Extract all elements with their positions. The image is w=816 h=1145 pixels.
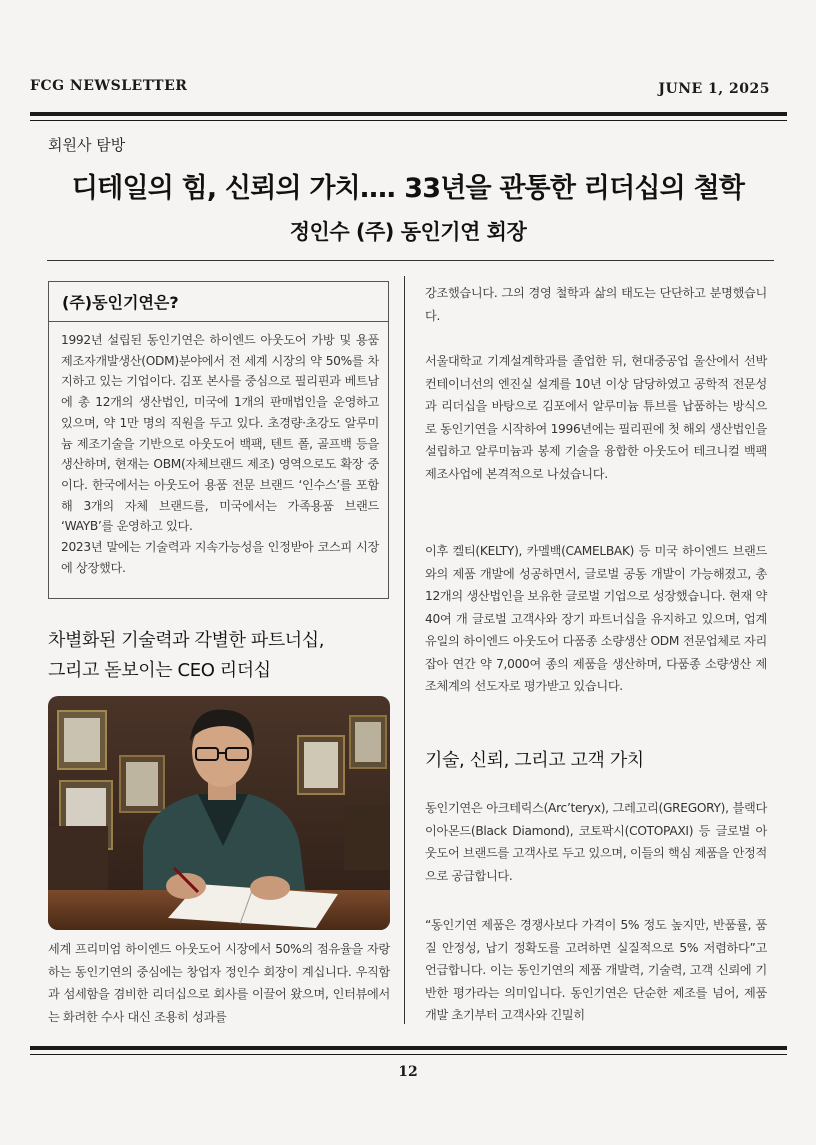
paragraph-text: 동인기연은 아크테릭스(Arc’teryx), 그레고리(GREGORY), 블랙다이아몬드(Black Diamond), 코토팍시(COTOPAXI) 등 글로벌 아웃도어 브랜드를 고객사로 두고 있으며, 이들의 핵심 제품을 안정적으로 공급합니다. bbox=[425, 801, 767, 883]
company-info-paragraph: 2023년 말에는 기술력과 지속가능성을 인정받아 코스피 시장에 상장했다. bbox=[61, 540, 379, 575]
left-section-heading bbox=[48, 626, 388, 686]
left-heading-line-2: 그리고 돋보이는 CEO 리더십 bbox=[48, 660, 271, 681]
ceo-portrait-photo bbox=[48, 696, 390, 930]
footer-rule-thin bbox=[30, 1054, 787, 1055]
header-rule-thick bbox=[30, 112, 787, 116]
left-heading-line-1: 차별화된 기술력과 각별한 파트너십, bbox=[48, 630, 325, 651]
paragraph-text: 서울대학교 기계설계학과를 졸업한 뒤, 현대중공업 울산에서 선박 컨테이너선의 엔진실 설계를 10년 이상 담당하였고 공학적 전문성과 리더십을 바탕으로 김포에서 알루미늄 튜브를 납품하는 방식으로 동인기연을 시작하여 1996년에는 필리핀에 첫 해외 생산법인을 설립하고 알루미늄과 봉제 기술을 융합한 아웃도어 테크니컬 백팩 제조사업에 본격적으로 나섰습니다. bbox=[425, 354, 767, 481]
issue-date: JUNE 1, 2025 bbox=[658, 81, 770, 97]
right-paragraph-2 bbox=[425, 350, 767, 485]
column-divider bbox=[404, 276, 405, 1024]
footer-rule-thick bbox=[30, 1046, 787, 1050]
company-info-paragraph: 1992년 설립된 동인기연은 하이엔드 아웃도어 가방 및 용품 제조자개발생산(ODM)분야에서 전 세계 시장의 약 50%를 차지하고 있는 기업이다. 김포 본사를 중심으로 필리핀과 베트남에 총 12개의 생산법인, 미국에 1개의 판매법인을 운영하고 있으며, 약 1만 명의 직원을 두고 있다. 초경량·초강도 알루미늄 제조기술을 기반으로 아웃도어 백팩, 텐트 폴, 골프백 등을 생산하며, 현재는 OBM(자체브랜드 제조) 영역으로도 확장 중이다. 한국에서는 아웃도어 용품 전문 브랜드 ‘인수스’를 포함해 3개의 자체 브랜드를, 미국에서는 가족용품 브랜드 ‘WAYB’를 운영하고 있다. bbox=[61, 333, 379, 534]
paragraph-text: “동인기연 제품은 경쟁사보다 가격이 5% 정도 높지만, 반품률, 품질 안정성, 납기 정확도를 고려하면 실질적으로 5% 저렴하다”고 언급합니다. 이는 동인기연의 제품 개발력, 기술력, 고객 신뢰에 기반한 평가라는 의미입니다. 동인기연은 단순한 제조를 넘어, 제품 개발 초기부터 고객사와 긴밀히 bbox=[425, 918, 767, 1022]
title-divider bbox=[47, 260, 774, 261]
right-section-heading: 기술, 신뢰, 그리고 고객 가치 bbox=[425, 750, 644, 771]
section-label: 회원사 탐방 bbox=[48, 136, 126, 154]
article-subtitle: 정인수 (주) 동인기연 회장 bbox=[289, 220, 527, 244]
left-column-body: 세계 프리미엄 하이엔드 아웃도어 시장에서 50%의 점유율을 자랑하는 동인기연의 중심에는 창업자 정인수 회장이 계십니다. 우직함과 섬세함을 겸비한 리더십으로 회사를 이끌어 왔으며, 인터뷰에서는 화려한 수사 대신 조용히 성과를 bbox=[48, 942, 390, 1024]
page-number: 12 bbox=[398, 1064, 418, 1080]
header-rule-thin bbox=[30, 120, 787, 121]
right-paragraph-3 bbox=[425, 540, 767, 698]
paragraph-text: 강조했습니다. 그의 경영 철학과 삶의 태도는 단단하고 분명했습니다. bbox=[425, 286, 767, 323]
right-paragraph-1 bbox=[425, 282, 767, 327]
company-info-text bbox=[61, 330, 379, 578]
newsletter-masthead: FCG NEWSLETTER bbox=[30, 78, 188, 94]
right-paragraph-4 bbox=[425, 797, 767, 887]
right-paragraph-5 bbox=[425, 914, 767, 1027]
article-title: 디테일의 힘, 신뢰의 가치…. 33년을 관통한 리더십의 철학 bbox=[71, 173, 745, 204]
paragraph-text: 이후 켈티(KELTY), 카멜백(CAMELBAK) 등 미국 하이엔드 브랜드와의 제품 개발에 성공하면서, 글로벌 공동 개발이 가능해졌고, 총 12개의 생산법인을 보유한 글로벌 기업으로 성장했습니다. 현재 약 40여 개 글로벌 고객사와 장기 파트너십을 유지하고 있으며, 업계 유일의 하이엔드 아웃도어 다품종 소량생산 ODM 전문업체로 자리 잡아 연간 약 7,000여 종의 제품을 생산하며, 다품종 소량생산 제조체계의 선도자로 평가받고 있습니다. bbox=[425, 544, 767, 693]
company-info-title: (주)동인기연은? bbox=[62, 293, 179, 312]
company-info-rule bbox=[48, 321, 389, 322]
